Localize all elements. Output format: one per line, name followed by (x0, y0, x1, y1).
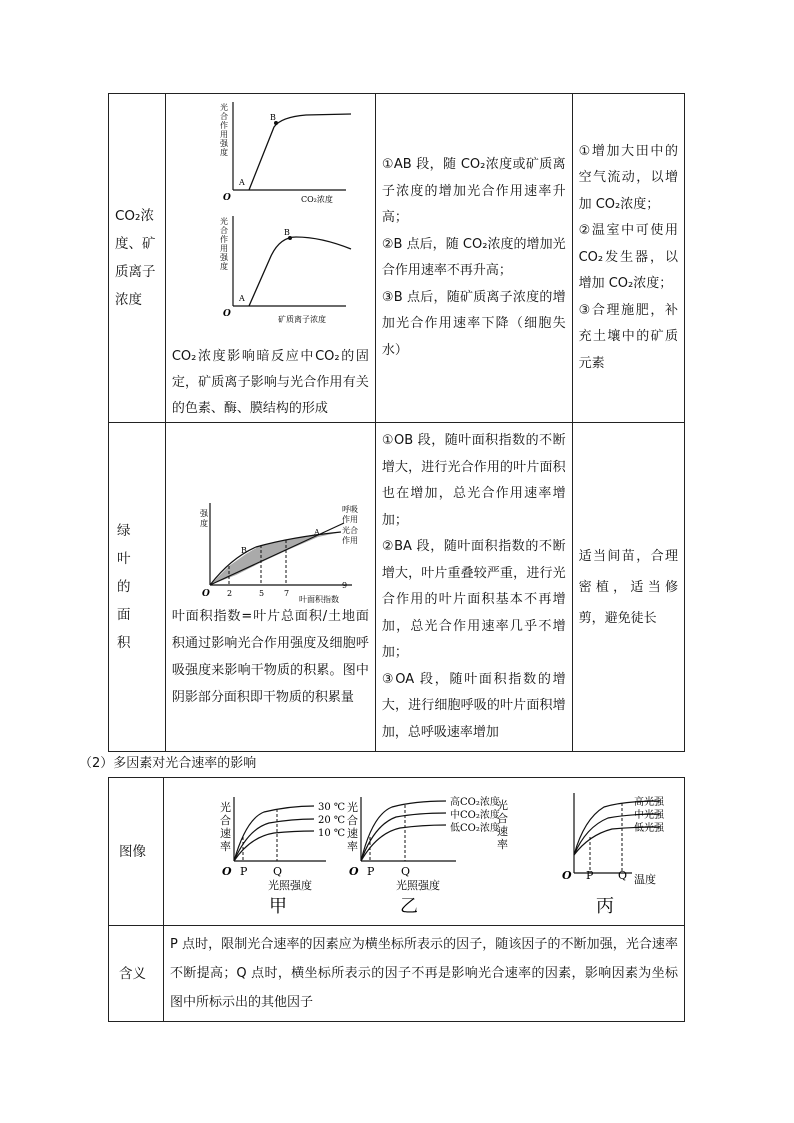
analysis-cell (375, 423, 572, 752)
bing-xlabel: 温度 (634, 872, 656, 886)
graph2-ylabel-1: 合 (219, 226, 228, 235)
legend-photosynthesis-1: 光合 (341, 526, 358, 535)
jia-q: Q (273, 864, 283, 878)
factor-table (108, 93, 685, 752)
leaf-tick-9: 9 (341, 581, 347, 590)
graph2-label-a: A (238, 294, 245, 303)
analysis-2: ②BA 段，随叶面积指数的不断增大，叶片重叠较严重，进行光合作用的叶片面积基本不再增加，总光合作用速率几乎不增加； (381, 539, 566, 660)
co2-mineral-graphs (166, 94, 375, 344)
graph2-ylabel-5: 度 (219, 262, 228, 271)
bing-p: P (586, 868, 594, 882)
bing-curve-label-low: 低光强 (634, 822, 664, 834)
leaf-origin: O (201, 589, 210, 599)
leaf-tick-5: 5 (258, 589, 264, 598)
leaf-ylabel-1: 度 (199, 519, 208, 528)
graph-yi (347, 795, 500, 917)
application-3: ③合理施肥，补充土壤中的矿质元素 (578, 302, 678, 371)
application-cell (572, 94, 684, 423)
yi-xlabel: 光照强度 (396, 878, 440, 892)
graph2-ylabel-0: 光 (219, 217, 228, 226)
yi-ylabel-0: 光 (347, 800, 358, 814)
graph2-ylabel-3: 用 (219, 244, 228, 253)
graph-note: 叶面积指数=叶片总面积/土地面积通过影响光合作用强度及细胞呼吸强度来影响干物质的积累。图中阴影部分面积即干物质的积累量 (171, 609, 369, 705)
application-cell (572, 423, 684, 752)
table-row (109, 423, 685, 752)
analysis-cell (375, 94, 572, 423)
graph-bing (497, 793, 665, 917)
bing-curve-label-high: 高光强 (634, 796, 664, 808)
jia-curve-label-30: 30 ℃ (318, 801, 346, 813)
yi-ylabel-3: 率 (347, 839, 358, 853)
yi-curve-label-low: 低CO₂浓度 (450, 822, 500, 834)
bing-origin: O (562, 868, 572, 882)
leaf-ylabel-0: 强 (199, 509, 208, 518)
yi-name: 乙 (400, 895, 418, 917)
graph2-origin: O (222, 309, 231, 319)
jia-ylabel-2: 速 (220, 826, 231, 840)
jia-xlabel: 光照强度 (268, 878, 312, 892)
meaning-label-cell (109, 926, 164, 1022)
factor-cell (109, 423, 166, 752)
yi-origin: O (349, 864, 359, 878)
jia-ylabel-3: 率 (220, 839, 231, 853)
yi-q: Q (401, 864, 411, 878)
jia-ylabel-1: 合 (220, 813, 231, 827)
graph1-ylabel-5: 度 (219, 148, 228, 157)
respiration-line (210, 523, 344, 585)
graph1-curve (249, 114, 351, 190)
yi-curve-label-high: 高CO₂浓度 (450, 796, 500, 808)
graph1-ylabel-1: 合 (219, 112, 228, 121)
yi-ylabel-2: 速 (347, 826, 358, 840)
leaf-label-b: B (240, 546, 247, 555)
dry-matter-shaded-area (210, 532, 341, 585)
leaf-area-graph (166, 463, 375, 603)
mineral-graph (220, 216, 351, 324)
legend-respiration-1: 呼吸 (341, 505, 358, 514)
leaf-tick-7: 7 (283, 589, 289, 598)
jia-name: 甲 (269, 895, 287, 917)
graph1-ylabel-0: 光 (219, 103, 228, 112)
graph-cell (165, 423, 375, 752)
graph1-ylabel-4: 强 (219, 139, 228, 148)
meaning-cell (164, 926, 685, 1022)
table-row (109, 778, 685, 926)
yi-ylabel-1: 合 (347, 813, 358, 827)
graph1-label-a: A (238, 178, 245, 187)
application-2: ②温室中可使用 CO₂发生器，以增加 CO₂浓度； (578, 223, 678, 292)
graph2-label-b: B (283, 228, 290, 237)
multi-factor-table (108, 777, 685, 1022)
section-2-title: （2）多因素对光合速率的影响 (79, 756, 257, 771)
jia-curve-20 (234, 819, 314, 861)
graph2-ylabel-2: 作 (219, 235, 228, 244)
leaf-xlabel: 叶面积指数 (298, 595, 339, 603)
yi-curve-mid (361, 813, 446, 861)
jia-curve-10 (234, 831, 314, 861)
bing-q: Q (618, 868, 628, 882)
graph1-ylabel-2: 作 (219, 121, 228, 130)
jia-origin: O (222, 864, 232, 878)
jia-p: P (240, 864, 248, 878)
jia-curve-label-20: 20 ℃ (318, 814, 346, 826)
yi-p: P (367, 864, 375, 878)
image-label: 图像 (119, 843, 146, 860)
graph2-curve (249, 237, 351, 306)
graphs-cell (164, 778, 685, 926)
graph1-label-b: B (269, 113, 276, 122)
factor-label: 绿叶的面积 (117, 523, 145, 651)
graph-jia (220, 797, 345, 917)
bing-name: 丙 (596, 895, 614, 917)
graph1-xlabel: CO₂浓度 (300, 195, 333, 204)
application-1: ①增加大田中的空气流动，以增加 CO₂浓度； (578, 143, 678, 212)
yi-curve-high (361, 801, 446, 861)
leaf-label-a: A (313, 528, 320, 537)
multi-factor-graphs (164, 779, 684, 925)
bing-ylabel-1: 合 (497, 811, 508, 825)
yi-curve-label-mid: 中CO₂浓度 (450, 809, 500, 821)
graph1-origin: O (222, 193, 231, 203)
meaning-text: P 点时，限制光合速率的因素应为横坐标所表示的因子，随该因子的不断加强，光合速率不断提高；Q 点时，横坐标所表示的因子不再是影响光合速率的因素，影响因素为坐标图中所标示出的其他因子 (170, 937, 678, 1010)
table-row (109, 94, 685, 423)
analysis-3: ③B 点后，随矿质离子浓度的增加光合作用速率下降（细胞失水） (381, 289, 566, 358)
graph2-ylabel-4: 强 (219, 253, 228, 262)
analysis-2: ②B 点后，随 CO₂浓度的增加光合作用速率不再升高； (381, 236, 566, 278)
graph-note: CO₂浓度影响暗反应中CO₂的固定，矿质离子影响与光合作用有关的色素、酶、膜结构的形成 (171, 349, 369, 416)
yi-curve-low (361, 825, 446, 861)
bing-curve-label-mid: 中光强 (634, 809, 664, 821)
leaf-tick-2: 2 (226, 589, 232, 598)
bing-ylabel-0: 光 (497, 798, 508, 812)
bing-ylabel-3: 率 (497, 837, 508, 851)
jia-curve-label-10: 10 ℃ (318, 827, 346, 839)
co2-graph (220, 102, 351, 204)
graph2-xlabel: 矿质离子浓度 (277, 315, 326, 324)
jia-ylabel-0: 光 (220, 800, 231, 814)
legend-respiration-2: 作用 (341, 515, 358, 524)
graph1-ylabel-3: 用 (219, 130, 228, 139)
meaning-label: 含义 (119, 965, 146, 982)
image-label-cell (109, 778, 164, 926)
application-text: 适当间苗，合理密植，适当修剪，避免徒长 (578, 548, 678, 626)
analysis-1: ①OB 段，随叶面积指数的不断增大，进行光合作用的叶片面积也在增加，总光合作用速率增加； (381, 433, 566, 528)
analysis-3: ③OA 段，随叶面积指数的增大，进行细胞呼吸的叶片面积增加，总呼吸速率增加 (381, 671, 566, 740)
factor-label: CO₂浓度、矿质离子浓度 (115, 208, 156, 308)
factor-cell (109, 94, 166, 423)
graph-cell (165, 94, 375, 423)
bing-ylabel-2: 速 (497, 824, 508, 838)
legend-photosynthesis-2: 作用 (341, 536, 358, 545)
analysis-1: ①AB 段，随 CO₂浓度或矿质离子浓度的增加光合作用速率升高； (381, 157, 566, 225)
table-row (109, 926, 685, 1022)
